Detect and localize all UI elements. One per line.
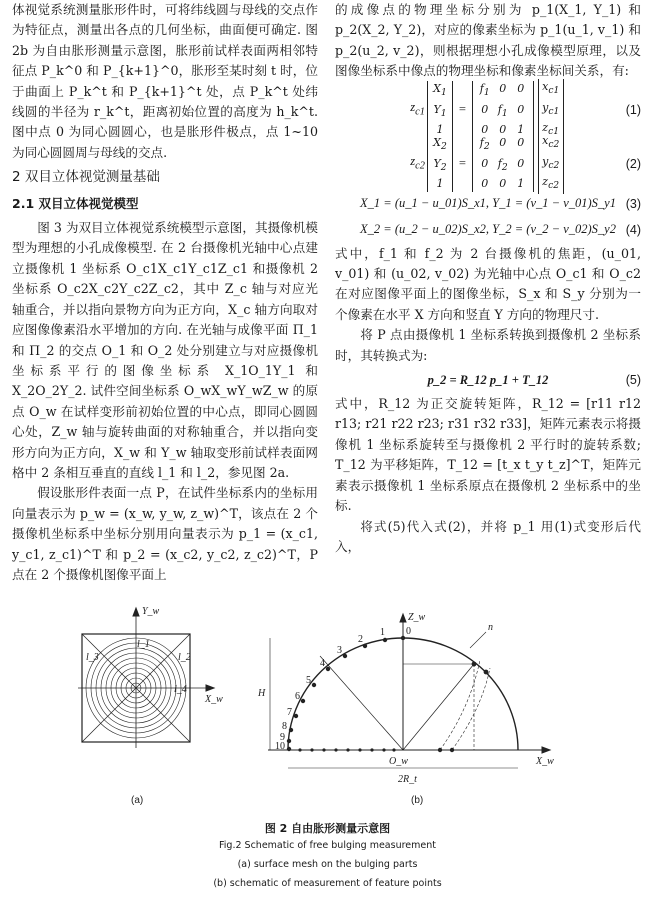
label-xw-b: X_w <box>536 756 554 767</box>
left-paragraph-3: 假设胀形件表面一点 P，在试件坐标系内的坐标用向量表示为 p_w = (x_w, y_w, z_w)^T，该点在 2 个摄像机坐标系中坐标分别用向量表示为 p_1 = (x_c1, y_c1, z_c1)^T 和 p_2 = (x_c2, y_c2, z_c2)^T，P 点在 2 个摄像机图像平面上 <box>12 485 318 582</box>
point-6: 6 <box>295 691 300 702</box>
equation-5 <box>335 368 641 392</box>
figure-2-diagram <box>0 598 655 828</box>
right-paragraph-5: 将式(5)代入式(2)，并将 p_1 用(1)式变形后代入， <box>335 518 641 554</box>
xw-arrow-b-icon <box>542 747 550 753</box>
left-column <box>12 0 318 585</box>
point-9: 9 <box>280 732 285 743</box>
caption-b: (b) schematic of measurement of feature points <box>213 878 442 889</box>
panel-a <box>78 608 214 748</box>
label-ow: O_w <box>389 756 408 767</box>
equation-2-number: (2) <box>625 156 641 171</box>
right-paragraph-3: 将 P 点由摄像机 1 坐标系转换到摄像机 2 坐标系时，其转换式为: <box>335 327 641 363</box>
point-4: 4 <box>320 658 325 669</box>
point-5: 5 <box>306 675 311 686</box>
equation-3-text: X_1 = (u_1 − u_01)S_x1, Y_1 = (v_1 − v_01)S_y1 <box>360 196 616 211</box>
radius-line <box>403 664 474 750</box>
equation-4-number: (4) <box>625 222 641 237</box>
right-paragraph-2: 式中，f_1 和 f_2 为 2 台摄像机的焦距，(u_01, v_01) 和 (u_02, v_02) 为光轴中心点 O_c1 和 O_c2 在对应图像平面上的图像坐标，S_x 和 S_y 分别为一个像素在水平 X 方向和竖直 Y 方向的物理尺寸. <box>335 245 641 322</box>
caption-cn: 图 2 自由胀形测量示意图 <box>264 822 391 835</box>
caption-a: (a) surface mesh on the bulging parts <box>237 859 418 870</box>
left-paragraph-1: 体视觉系统测量胀形件时，可将纬线圆与母线的交点作为特征点，测量出各点的几何坐标，曲面便可确定. 图 2b 为自由胀形测量示意图，胀形前试样表面两相邻特征点 P_k^0 和 P_{k+1}^0，胀形至某时刻 t 时，位于曲面上 P_k^t 和 P_{k+1}^t 处，点 P_k^t 处纬线圆的半径为 r_k^t，距离初始位置的高度为 h_k^t. 图中点 0 为同心圆圆心，也是胀形件极点，点 1~10 为同心圆圆周与母线的交点. <box>12 2 318 160</box>
point-0: 0 <box>406 626 411 637</box>
point-10: 10 <box>275 741 285 752</box>
equation-4 <box>335 218 641 242</box>
equation-5-text: p_2 = R_12 p_1 + T_12 <box>427 372 549 387</box>
label-yw: Y_w <box>142 606 160 617</box>
label-2r: 2R_t <box>398 774 417 785</box>
zw-arrow-b-icon <box>400 614 406 622</box>
panel-a-label: (a) <box>131 795 144 806</box>
yw-arrow-icon <box>133 608 139 616</box>
label-h: H <box>258 688 266 699</box>
panel-b-label: (b) <box>411 795 424 806</box>
label-l4: l_4 <box>174 684 187 695</box>
label-xw: X_w <box>205 694 223 705</box>
right-paragraph-1: 的成像点的物理坐标分别为 p_1(X_1, Y_1) 和 p_2(X_2, Y_2)，对应的像素坐标为 p_1(u_1, v_1) 和 p_2(u_2, v_2)，则根据理想小孔成像模型原理，以及图像坐标系中像点的物理坐标和像素坐标间关系，有: <box>335 2 641 79</box>
subsection-title: 2.1 双目立体视觉模型 <box>12 195 139 211</box>
right-column <box>335 0 641 557</box>
equation-1: $z_{c1}$ $X_1$ $Y_1$ 1 = $f_1$ 0 0 0 $f_1$ 0 0 0 1 $x_{c1}$ $y_{c1}$ $z_{c1}$ (1) <box>335 84 641 136</box>
trajectory-2 <box>452 668 490 750</box>
figure-2 <box>0 598 655 903</box>
equation-3-number: (3) <box>625 196 641 211</box>
label-l1: l_1 <box>137 639 150 650</box>
equation-2: $z_{c2}$ $X_2$ $Y_2$ 1 = $f_2$ 0 0 0 $f_2$ 0 0 0 1 $x_{c2}$ $y_{c2}$ $z_{c2}$ (2) <box>335 138 641 190</box>
point-7: 7 <box>287 707 292 718</box>
point-2: 2 <box>358 634 363 645</box>
angle-line <box>320 656 403 750</box>
feature-points <box>287 636 489 752</box>
equation-5-number: (5) <box>625 372 641 387</box>
panel-b <box>268 614 550 768</box>
xw-arrow-icon <box>206 685 214 691</box>
right-paragraph-4: 式中，R_12 为正交旋转矩阵，R_12 = [r11 r12 r13; r21 r22 r23; r31 r32 r33]，矩阵元素表示将摄像机 1 坐标系旋转至与摄像机 2 平行时的旋转系数; T_12 为平移矩阵，T_12 = [t_x t_y t_z]^T，矩阵元素表示摄像机 1 坐标系原点在摄像机 2 坐标系中的坐标. <box>335 396 641 514</box>
equation-3 <box>335 192 641 216</box>
label-l3: l_3 <box>86 652 99 663</box>
equation-1-number: (1) <box>625 102 641 117</box>
equation-4-text: X_2 = (u_2 − u_02)S_x2, Y_2 = (v_2 − v_02)S_y2 <box>360 222 616 237</box>
section-title: 2 双目立体视觉测量基础 <box>12 169 160 186</box>
left-paragraph-2: 图 3 为双目立体视觉系统模型示意图，其摄像机模型为理想的小孔成像模型. 在 2 台摄像机光轴中心点建立摄像机 1 坐标系 O_c1X_c1Y_c1Z_c1 和摄像机 2 坐标系 O_c2X_c2Y_c2Z_c2，其中 Z_c 轴与对应光轴重合，并以指向景物方向为正方向，X_c 轴方向取对应图像像素沿水平增加的方向. 在光轴与成像平面 Π_1 和 Π_2 的交点 O_1 和 O_2 处分别建立与对应摄像机坐标系平行的图像坐标系 X_1O_1Y_1 和 X_2O_2Y_2. 试件空间坐标系 O_wX_wY_wZ_w 的原点 O_w 在试样变形前初始位置的中心点，即同心圆圆心处，Z_w 轴与旋转曲面的对称轴重合，并以指向变形方向为正方向，X_w 和 Y_w 轴取变形前试样表面网格中 2 条相互垂直的直线 l_1 和 l_2，参见图 2a. <box>12 220 318 480</box>
normal-line <box>470 632 486 648</box>
caption-en: Fig.2 Schematic of free bulging measurement <box>219 840 436 851</box>
label-zw: Z_w <box>408 612 426 623</box>
label-l2: l_2 <box>178 652 191 663</box>
label-n: n <box>488 622 493 633</box>
point-8: 8 <box>282 721 287 732</box>
point-3: 3 <box>337 645 342 656</box>
point-1: 1 <box>380 627 385 638</box>
